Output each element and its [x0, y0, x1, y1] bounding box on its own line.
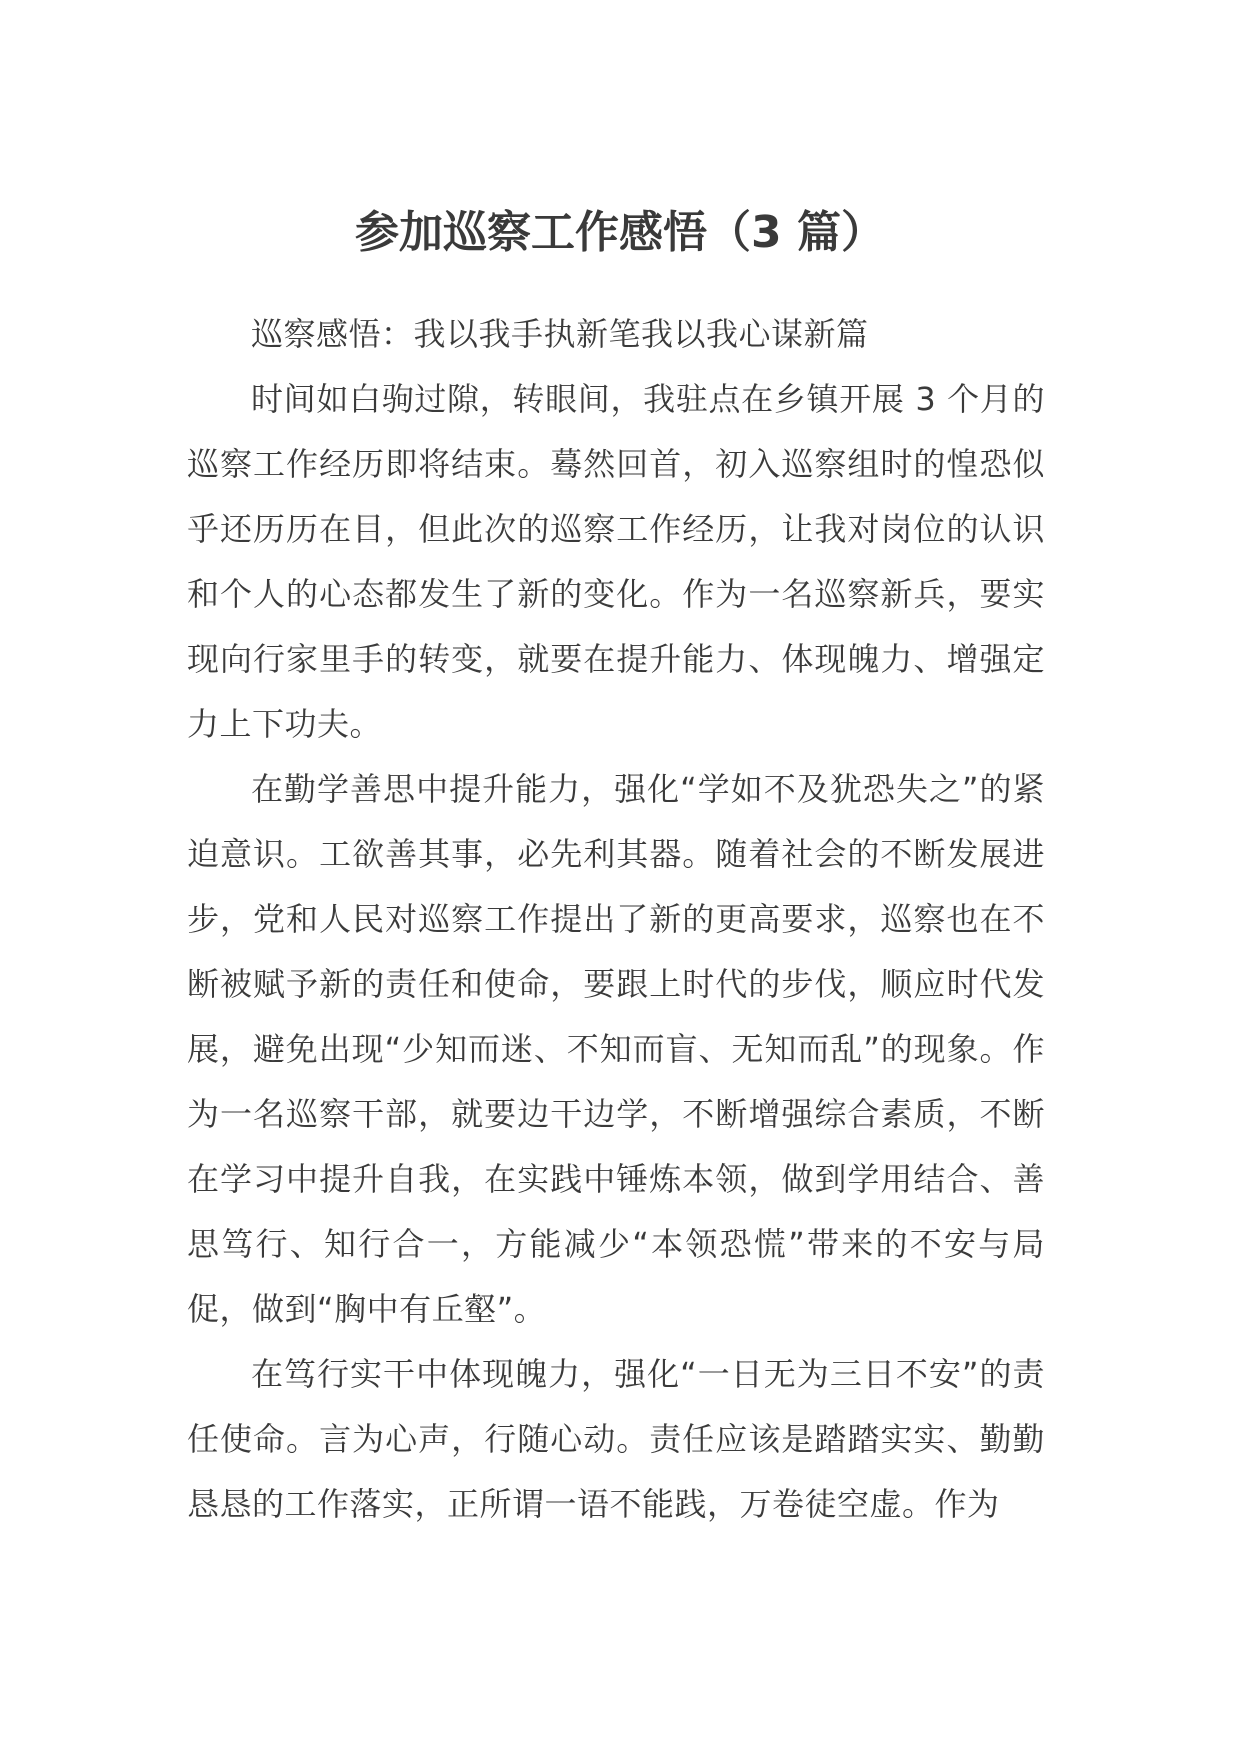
document-body: [187, 302, 1045, 1537]
section-subheading: 巡察感悟：我以我手执新笔我以我心谋新篇: [251, 315, 869, 353]
paragraph-1: 时间如白驹过隙，转眼间，我驻点在乡镇开展 3 个月的巡察工作经历即将结束。蓦然回首，初入巡察组时的惶恐似乎还历历在目，但此次的巡察工作经历，让我对岗位的认识和个人的心态都发生了新的变化。作为一名巡察新兵，要实现向行家里手的转变，就要在提升能力、体现魄力、增强定力上下功夫。: [187, 380, 1045, 743]
paragraph-3: 在笃行实干中体现魄力，强化“一日无为三日不安”的责任使命。言为心声，行随心动。责任应该是踏踏实实、勤勤恳恳的工作落实，正所谓一语不能践，万卷徒空虚。作为: [187, 1355, 1045, 1523]
document-title: 参加巡察工作感悟（3 篇）: [355, 207, 885, 258]
paragraph-2: 在勤学善思中提升能力，强化“学如不及犹恐失之”的紧迫意识。工欲善其事，必先利其器。随着社会的不断发展进步，党和人民对巡察工作提出了新的更高要求，巡察也在不断被赋予新的责任和使命，要跟上时代的步伐，顺应时代发展，避免出现“少知而迷、不知而盲、无知而乱”的现象。作为一名巡察干部，就要边干边学，不断增强综合素质，不断在学习中提升自我，在实践中锤炼本领，做到学用结合、善思笃行、知行合一，方能减少“本领恐慌”带来的不安与局促，做到“胸中有丘壑”。: [187, 770, 1045, 1328]
